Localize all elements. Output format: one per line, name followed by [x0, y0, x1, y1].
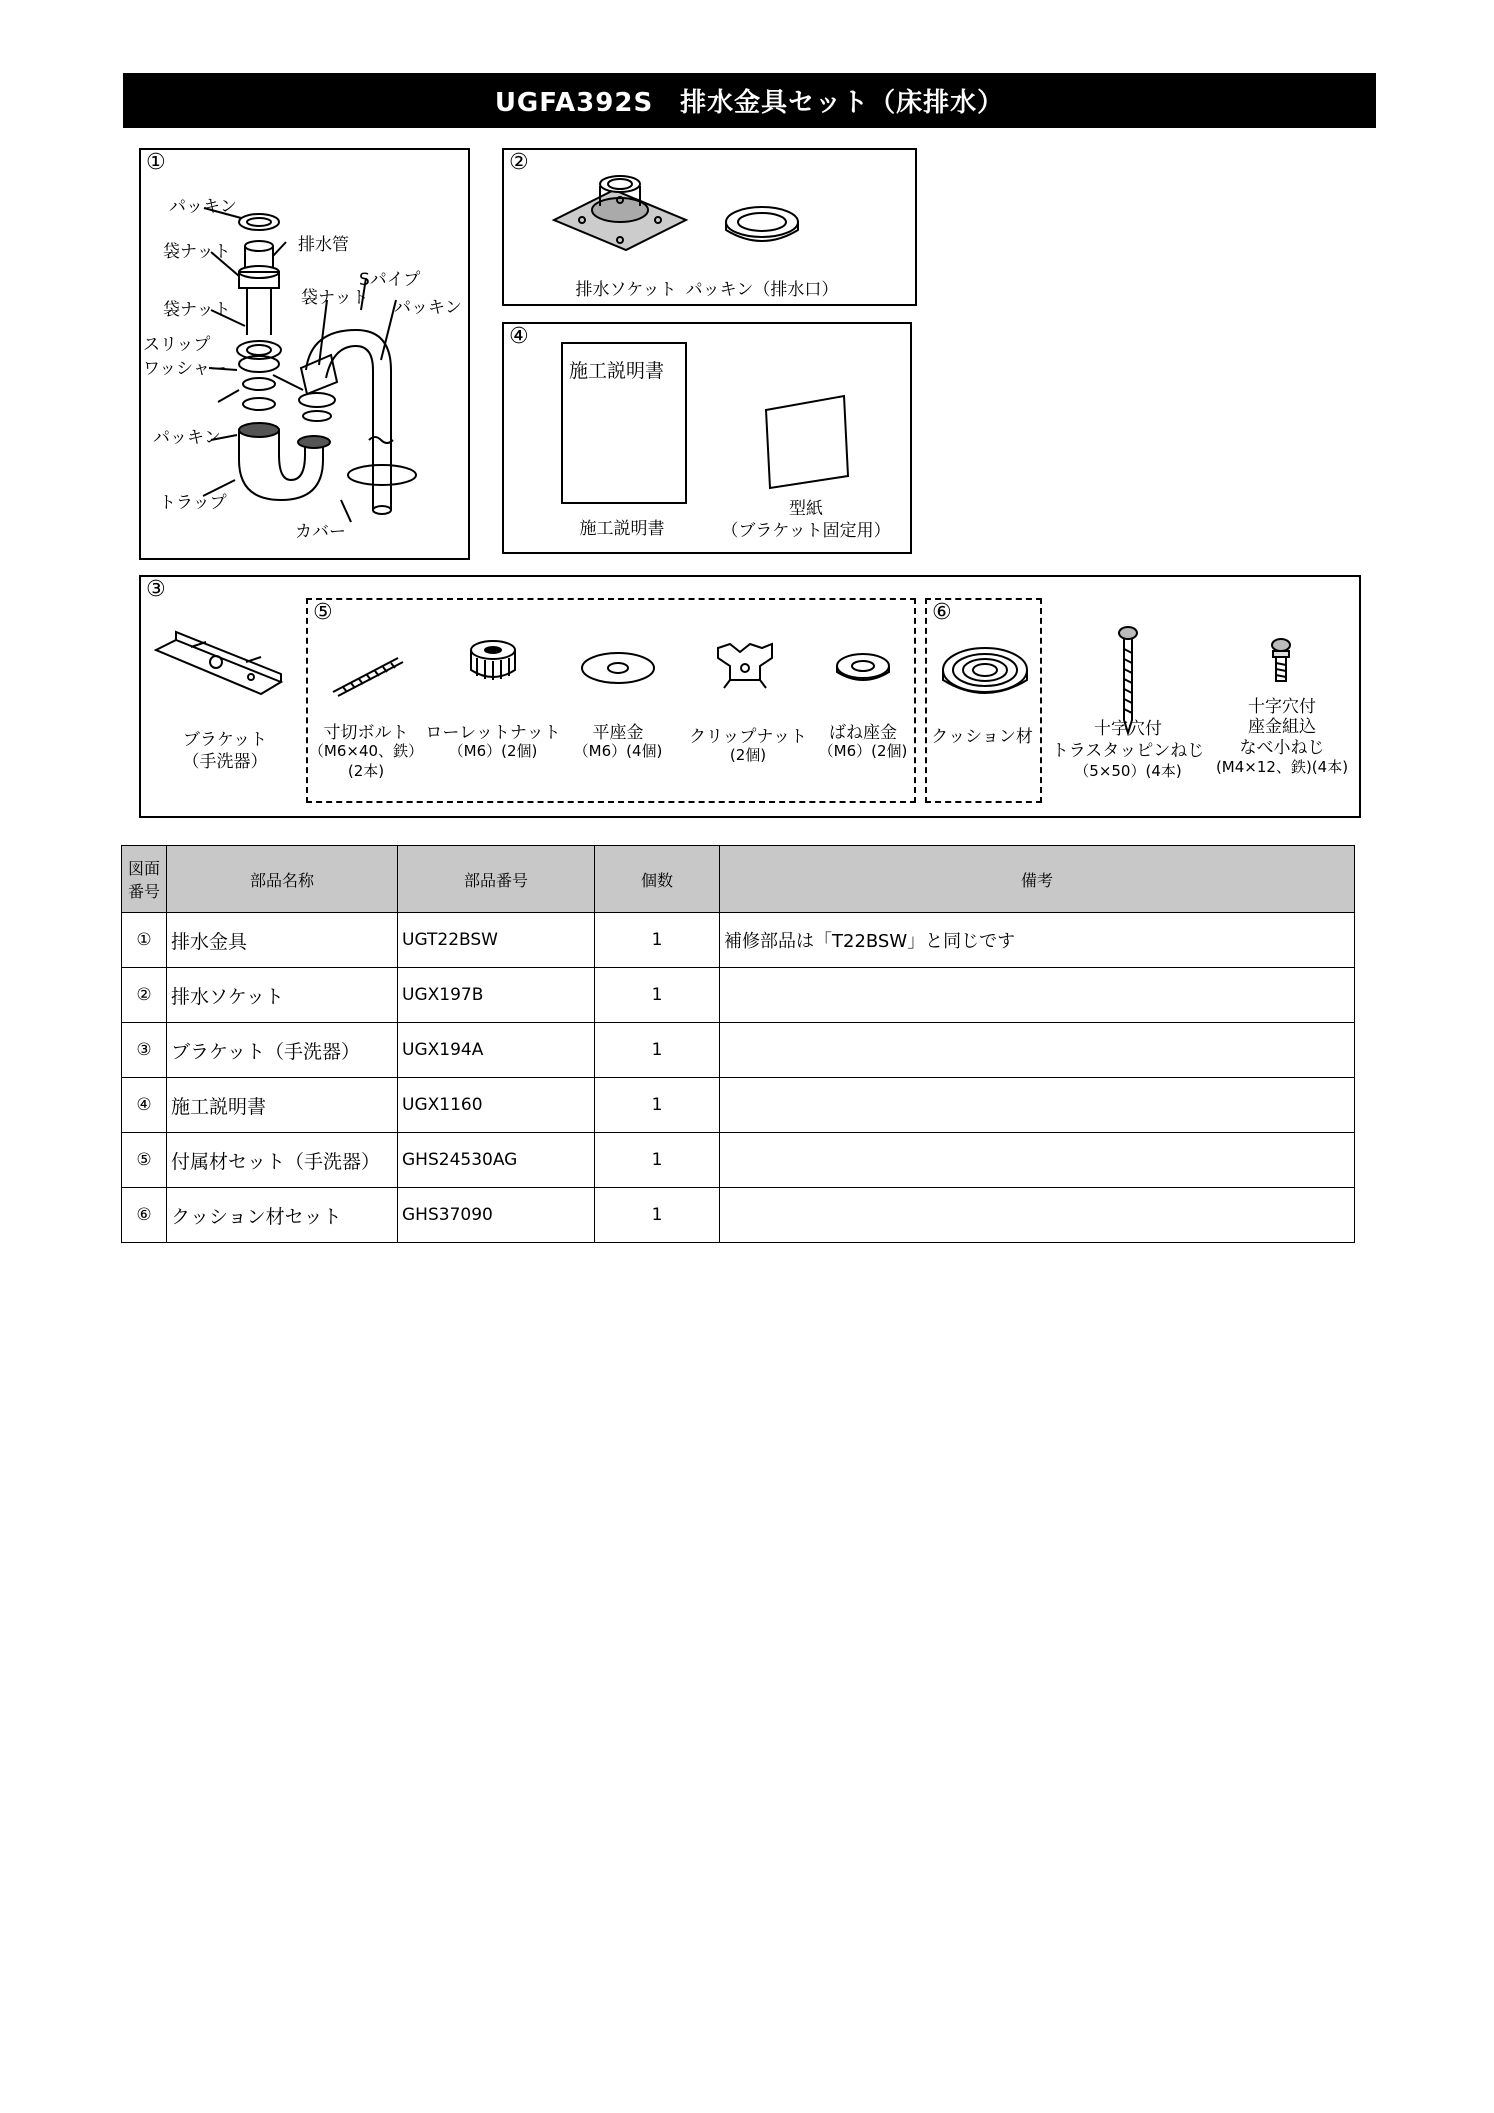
cell-part: UGX194A [398, 1023, 595, 1078]
label-screw1: 十字穴付 [1094, 719, 1162, 739]
cell-name: 排水金具 [167, 913, 398, 968]
label-screw1-type: トラスタッピンねじ [1051, 741, 1205, 761]
manual-cover-title: 施工説明書 [569, 360, 665, 382]
label-bag-nut-1: 袋ナット [163, 242, 231, 262]
cell-part: UGX1160 [398, 1078, 595, 1133]
cell-name: クッション材セット [167, 1188, 398, 1243]
table-row [122, 913, 1355, 968]
section-5-accessory-set [306, 598, 916, 803]
header-quantity: 個数 [595, 846, 720, 913]
label-clip-nut: クリップナット [689, 727, 807, 747]
header-drawing-no-line2: 番号 [127, 882, 160, 901]
label-cut-bolt-qty: (2本) [347, 762, 385, 780]
label-template: 型紙 [789, 499, 823, 519]
label-packing-left: パッキン [153, 428, 221, 448]
table-row [122, 1078, 1355, 1133]
header-part-name: 部品名称 [167, 846, 398, 913]
section-6-cushion [925, 598, 1042, 803]
cell-part: GHS37090 [398, 1188, 595, 1243]
label-manual: 施工説明書 [579, 519, 665, 539]
table-row [122, 1133, 1355, 1188]
knurled-nut-illustration [463, 638, 523, 688]
clip-nut-illustration [710, 638, 780, 698]
cell-name: 排水ソケット [167, 968, 398, 1023]
label-bag-nut-3: 袋ナット [163, 300, 231, 320]
label-flat-washer: 平座金 [592, 723, 644, 743]
label-slip: スリップ [143, 335, 211, 355]
table-row [122, 1188, 1355, 1243]
label-packing-right: パッキン [394, 298, 462, 318]
cut-bolt-illustration [328, 650, 408, 700]
cell-name: ブラケット（手洗器） [167, 1023, 398, 1078]
cell-no: ① [122, 913, 167, 968]
cell-part: GHS24530AG [398, 1133, 595, 1188]
drain-fittings-illustration [141, 150, 472, 562]
cell-qty: 1 [595, 1023, 720, 1078]
cell-no: ② [122, 968, 167, 1023]
label-screw1-size: （5×50）(4本) [1074, 762, 1182, 780]
flat-washer-illustration [578, 648, 658, 688]
label-packing-drain: パッキン（排水口） [685, 280, 839, 300]
cell-no: ③ [122, 1023, 167, 1078]
label-knurled-nut-size: （M6）(2個) [448, 742, 538, 760]
label-cut-bolt-size: （M6×40、鉄） [308, 742, 424, 760]
section-number: ① [146, 150, 166, 175]
cushion-roll-illustration [935, 640, 1035, 710]
label-screw2-type: 座金組込 [1248, 717, 1316, 737]
label-washer: ワッシャー [143, 359, 227, 379]
table-row [122, 1023, 1355, 1078]
cell-note [720, 968, 1355, 1023]
label-drain-socket: 排水ソケット [575, 280, 677, 300]
label-cushion: クッション材 [931, 727, 1033, 747]
cell-part: UGT22BSW [398, 913, 595, 968]
cell-note: 補修部品は「T22BSW」と同じです [720, 913, 1355, 968]
label-bracket-sub: （手洗器） [182, 752, 268, 772]
label-screw2-type2: なべ小ねじ [1239, 738, 1325, 758]
section-4-manual [502, 322, 912, 554]
section-number: ⑤ [313, 600, 333, 625]
cell-qty: 1 [595, 1078, 720, 1133]
header-part-number: 部品番号 [398, 846, 595, 913]
cell-qty: 1 [595, 1133, 720, 1188]
cell-note [720, 1188, 1355, 1243]
label-drain-pipe: 排水管 [298, 235, 349, 255]
label-bag-nut-2: 袋ナット [301, 288, 369, 308]
cell-qty: 1 [595, 913, 720, 968]
label-screw2: 十字穴付 [1248, 697, 1316, 717]
section-number: ② [509, 150, 529, 175]
table-header-row [122, 846, 1355, 913]
header-drawing-no [122, 846, 167, 913]
parts-table [121, 845, 1355, 1243]
header-remarks: 備考 [720, 846, 1355, 913]
label-spring-washer-size: （M6）(2個) [818, 742, 908, 760]
label-clip-nut-qty: (2個) [729, 746, 767, 764]
label-bracket: ブラケット [182, 730, 268, 750]
label-spring-washer: ばね座金 [829, 723, 897, 743]
cell-note [720, 1023, 1355, 1078]
cell-part: UGX197B [398, 968, 595, 1023]
cell-no: ⑥ [122, 1188, 167, 1243]
label-template-sub: （ブラケット固定用） [721, 521, 891, 541]
label-screw2-size: (M4×12、鉄)(4本) [1215, 758, 1349, 776]
cell-no: ④ [122, 1078, 167, 1133]
spring-washer-illustration [833, 648, 893, 688]
label-s-pipe: Sパイプ [359, 270, 421, 290]
label-cover: カバー [295, 522, 346, 542]
section-number: ③ [146, 577, 166, 602]
cell-note [720, 1078, 1355, 1133]
table-row [122, 968, 1355, 1023]
pan-screw-illustration [1266, 637, 1296, 687]
cell-name: 施工説明書 [167, 1078, 398, 1133]
cell-note [720, 1133, 1355, 1188]
label-trap: トラップ [159, 493, 227, 513]
label-cut-bolt: 寸切ボルト [323, 723, 409, 743]
section-number: ⑥ [932, 600, 952, 625]
label-flat-washer-size: （M6）(4個) [573, 742, 663, 760]
label-knurled-nut: ローレットナット [425, 723, 561, 743]
cell-name: 付属材セット（手洗器） [167, 1133, 398, 1188]
label-packing-top: パッキン [169, 197, 237, 217]
cell-qty: 1 [595, 1188, 720, 1243]
section-2-drain-socket [502, 148, 917, 306]
cell-qty: 1 [595, 968, 720, 1023]
header-drawing-no-line1: 図面 [127, 859, 160, 878]
section-1-drain-fittings [139, 148, 470, 560]
section-number: ④ [509, 324, 529, 349]
bracket-illustration [151, 622, 291, 702]
cell-no: ⑤ [122, 1133, 167, 1188]
page-title: UGFA392S 排水金具セット（床排水） [123, 73, 1376, 128]
